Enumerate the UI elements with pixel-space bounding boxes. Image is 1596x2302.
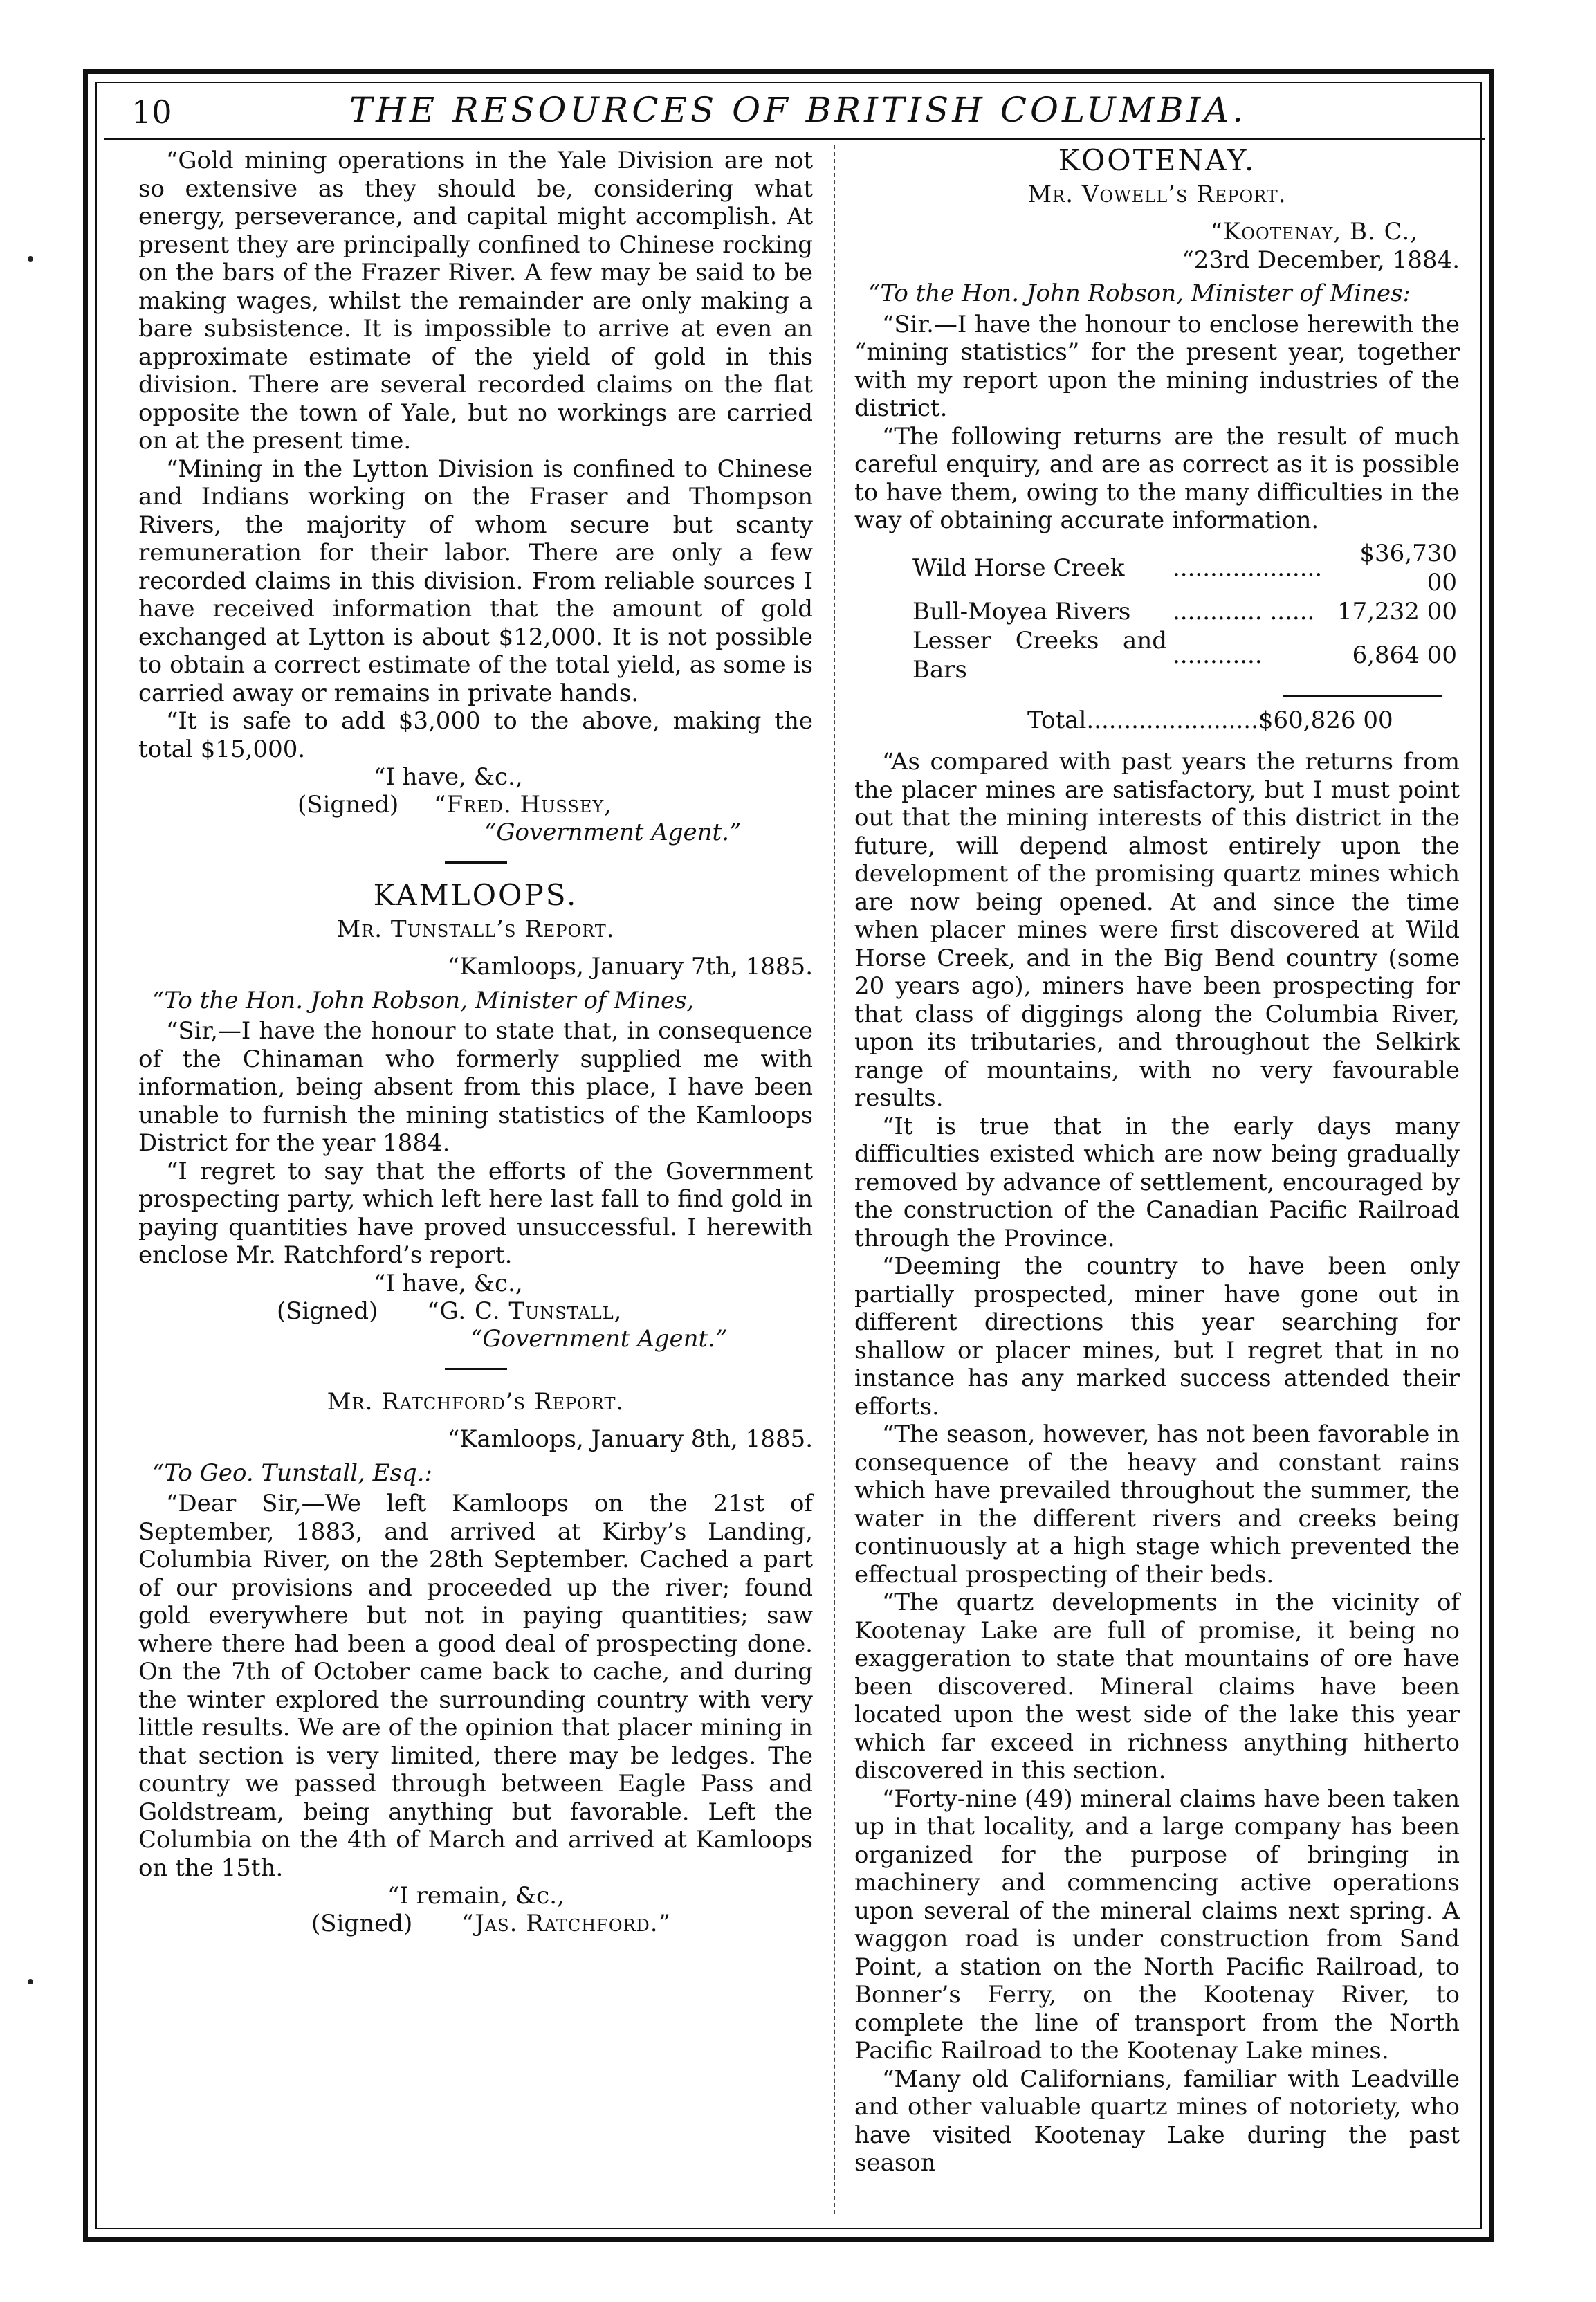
- report-title: Mr. Tunstall’s Report.: [336, 915, 615, 943]
- addressee: “To the Hon. John Robson, Minister of Mines,: [152, 986, 695, 1014]
- paragraph: “Many old Californians, familiar with Leadville and other valuable quartz mines of notoriety, who have visited Kootenay Lake during the past season: [854, 2065, 1460, 2177]
- signatory-name: “Jas. Ratchford.”: [461, 1910, 671, 1937]
- dateline: “Kamloops, January 7th, 1885.: [447, 953, 813, 980]
- paragraph: “The season, however, has not been favorable in consequence of the heavy and constant rains which have prevailed throughout the summer, the water in the different rivers and creeks being continuously at a high stage which prevented the effectual prospecting of their beds.: [854, 1421, 1460, 1589]
- closing-line: “I remain, &c.,: [387, 1882, 565, 1910]
- paragraph: “Forty-nine (49) mineral claims have been taken up in that locality, and a large company has been organized for the purpose of bringing in machinery and commencing active operations upon several of the mineral claims next spring. A waggon road is under construction from Sand Point, a station on the North Pacific Railroad, to Bonner’s Ferry, on the Kootenay River, to complete the line of transport from the North Pacific Railroad to the Kootenay Lake mines.: [854, 1784, 1460, 2065]
- paragraph: “Sir,—I have the honour to state that, in consequence of the Chinaman who formerly supplied me with information, being absent from this place, I have been unable to furnish the mining statistics of the Kamloops District for the year 1884.: [138, 1017, 813, 1157]
- returns-label: Bull-Moyea Rivers: [912, 597, 1131, 625]
- signatory-name: “Fred. Hussey,: [434, 791, 612, 819]
- paragraph: “Deeming the country to have been only partially prospected, miner have gone out in different directions this year searching for shallow or placer mines, but I regret that in no instance has any marked success attended their efforts.: [854, 1252, 1460, 1421]
- paragraph: “The quartz developments in the vicinity of Kootenay Lake are full of promise, it being no exaggeration to state that mountains of ore have been discovered. Mineral claims have been located upon the west side of the lake this year which far exceed in richness anything hitherto discovered in this section.: [854, 1589, 1460, 1784]
- signatory-name: “G. C. Tunstall,: [427, 1297, 623, 1325]
- signed-label: (Signed): [311, 1910, 413, 1937]
- returns-label: Wild Horse Creek: [912, 554, 1125, 582]
- total-amount: $60,826 00: [1258, 706, 1393, 734]
- leader-dots: .......................: [1086, 706, 1258, 734]
- section-heading-kootenay: KOOTENAY.: [1058, 143, 1256, 177]
- header-rule: [104, 138, 1485, 140]
- paragraph: “It is true that in the early days many difficulties existed which are now being gradually removed by advance of settlement, encouraged by the construction of the Canadian Pacific Railroad through the Province.: [854, 1112, 1460, 1252]
- dateline: “23rd December, 1884.: [1182, 246, 1460, 274]
- paragraph: “Sir.—I have the honour to enclose herewith the “mining statistics” for the present year, together with my report upon the mining industries of the district.: [854, 310, 1460, 422]
- signature-block: [138, 1882, 813, 1937]
- returns-label: Lesser Creeks and Bars: [912, 626, 1167, 684]
- returns-amount: 17,232 00: [1337, 597, 1457, 625]
- signed-label: (Signed): [277, 1297, 378, 1325]
- total-row: [854, 706, 1460, 735]
- signatory-title: “Government Agent.”: [484, 819, 742, 846]
- leader-dots: ....................: [1172, 554, 1323, 582]
- paragraph: “I regret to say that the efforts of the Government prospecting party, which left here last fall to find gold in paying quantities have proved unsuccessful. I herewith enclose Mr. Ratchford’s report.: [138, 1157, 813, 1269]
- left-column: [138, 147, 813, 1937]
- returns-amount: $36,730 00: [1359, 539, 1457, 596]
- paragraph: “As compared with past years the returns from the placer mines are satisfactory, but I must point out that the mining interests of this district in the future, will depend almost entirely upon the development of the promising quartz mines which are now being opened. At and since the time when placer mines were first discovered at Wild Horse Creek, and in the Big Bend country (some 20 years ago), miners have been prospecting for that class of diggings along the Columbia River, upon its tributaries, and throughout the Selkirk range of mountains, with no very favourable results.: [854, 748, 1460, 1112]
- closing-line: “I have, &c.,: [374, 763, 523, 791]
- report-title: Mr. Ratchford’s Report.: [327, 1387, 625, 1416]
- signatory-title: “Government Agent.”: [470, 1324, 728, 1353]
- section-rule: [445, 861, 507, 864]
- table-row: [910, 597, 1460, 626]
- paragraph: “Mining in the Lytton Division is confined to Chinese and Indians working on the Fraser and Thompson Rivers, the majority of whom secure but scanty remuneration for their labor. There are only a few recorded claims in this division. From reliable sources I have received information that the amount of gold exchanged at Lytton is about $12,000. It is not possible to obtain a correct estimate of the total yield, as some is carried away or remains in private hands.: [138, 455, 813, 707]
- addressee: “To the Hon. John Robson, Minister of Mines:: [868, 280, 1411, 307]
- paragraph: “Dear Sir,—We left Kamloops on the 21st of September, 1883, and arrived at Kirby’s Landing, Columbia River, on the 28th September. Cached a part of our provisions and proceeded up the river; found gold everywhere but not in paying quantities; saw where there had been a good deal of prospecting done. On the 7th of October came back to cache, and during the winter explored the surrounding country with very little results. We are of the opinion that placer mining in that section is very limited, there may be ledges. The country we passed through between Eagle Pass and Goldstream, being anything but favorable. Left the Columbia on the 4th of March and arrived at Kamloops on the 15th.: [138, 1490, 813, 1882]
- running-head: THE RESOURCES OF BRITISH COLUMBIA.: [349, 90, 1247, 130]
- section-rule: [445, 1368, 507, 1370]
- paragraph: “Gold mining operations in the Yale Division are not so extensive as they should be, considering what energy, perseverance, and capital might accomplish. At present they are principally confined to Chinese rocking on the bars of the Frazer River. A few may be said to be making wages, whilst the remainder are only making a bare subsistence. It is impossible to arrive at even an approximate estimate of the yield of gold in this division. There are several recorded claims on the flat opposite the town of Yale, but no workings are carried on at the present time.: [138, 147, 813, 455]
- signature-block: [138, 763, 813, 846]
- signature-block: [138, 1270, 813, 1353]
- margin-mark: [28, 1979, 33, 1984]
- signed-label: (Signed): [297, 791, 399, 819]
- table-row: [910, 539, 1460, 597]
- paragraph: “The following returns are the result of much careful enquiry, and are as correct as it is possible to have them, owing to the many difficulties in the way of obtaining accurate information.: [854, 422, 1460, 534]
- page-number: 10: [131, 93, 172, 131]
- dateline: “Kootenay, B. C.,: [1210, 218, 1418, 246]
- margin-mark: [28, 256, 33, 262]
- section-heading-kamloops: KAMLOOPS.: [373, 878, 578, 912]
- leader-dots: ............ ......: [1172, 597, 1315, 625]
- addressee: “To Geo. Tunstall, Esq.:: [152, 1459, 432, 1487]
- dateline: “Kamloops, January 8th, 1885.: [447, 1425, 813, 1453]
- total-label: Total: [1027, 706, 1087, 734]
- report-title: Mr. Vowell’s Report.: [1027, 180, 1287, 208]
- closing-line: “I have, &c.,: [374, 1269, 523, 1297]
- returns-amount: 6,864 00: [1352, 641, 1457, 669]
- column-divider: [834, 145, 835, 2214]
- leader-dots: ............: [1172, 641, 1263, 669]
- table-row: [910, 626, 1460, 684]
- returns-table: [910, 539, 1460, 684]
- total-rule: [1283, 695, 1442, 697]
- right-column: [854, 143, 1460, 2177]
- paragraph: “It is safe to add $3,000 to the above, making the total $15,000.: [138, 707, 813, 763]
